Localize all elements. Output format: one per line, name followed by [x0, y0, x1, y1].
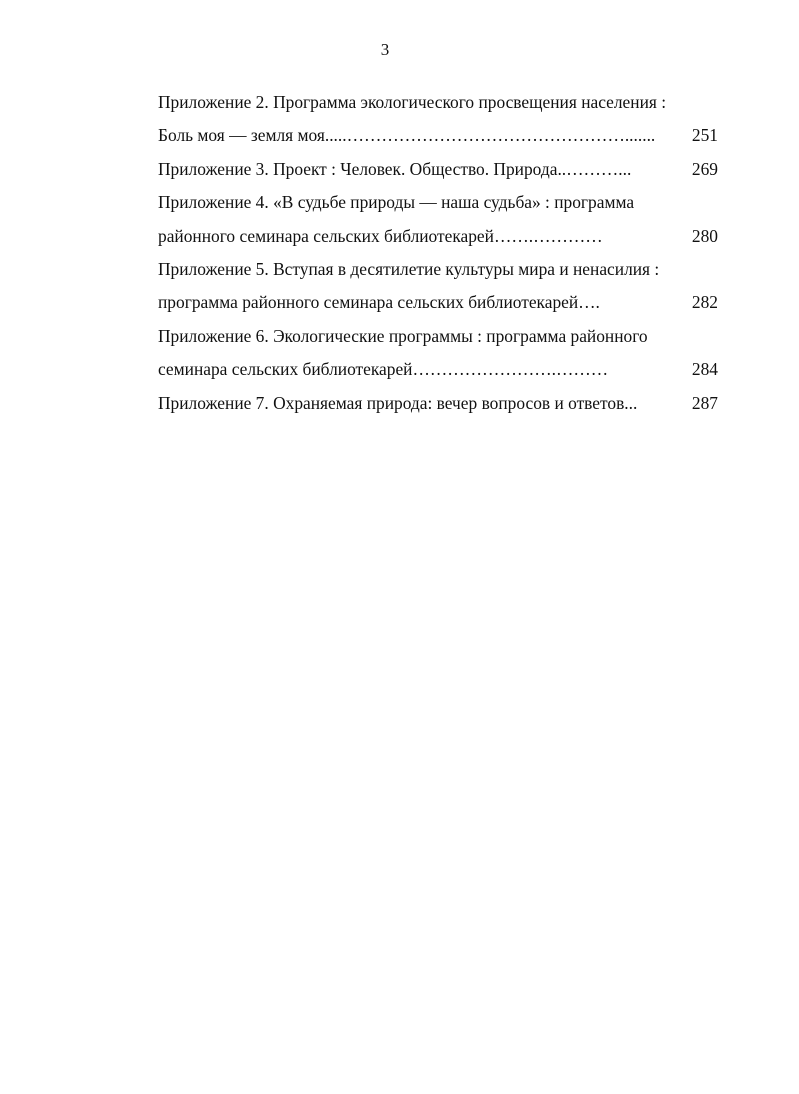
toc-line	[158, 86, 718, 119]
toc-entry-text: Приложение 4. «В судьбе природы — наша судьба» : программа	[158, 192, 635, 213]
toc-line	[158, 186, 718, 219]
toc-line	[158, 320, 718, 353]
page-number: 3	[380, 40, 390, 59]
toc-page-number: 284	[691, 359, 718, 380]
toc-line	[158, 387, 718, 420]
table-of-contents	[158, 86, 718, 420]
toc-entry-text: программа районного семинара сельских библиотекарей….	[158, 292, 600, 313]
toc-line	[158, 220, 718, 253]
toc-entry-text: Боль моя — земля моя.....………………………………………….......	[158, 125, 656, 146]
toc-line	[158, 286, 718, 319]
toc-page-number: 251	[691, 125, 718, 146]
toc-entry-text: Приложение 5. Вступая в десятилетие культуры мира и ненасилия :	[158, 258, 660, 279]
toc-page-number: 269	[691, 158, 718, 179]
toc-page-number: 282	[691, 292, 718, 313]
toc-line	[158, 119, 718, 152]
toc-entry-text: районного семинара сельских библиотекарей…….…………	[158, 225, 603, 246]
toc-line	[158, 153, 718, 186]
toc-entry-text: Приложение 2. Программа экологического просвещения населения :	[158, 92, 667, 112]
toc-entry-text: Приложение 3. Проект : Человек. Общество. Природа..………...	[158, 158, 632, 179]
toc-entry-text: Приложение 7. Охраняемая природа: вечер вопросов и ответов...	[158, 392, 638, 413]
toc-page-number: 280	[691, 225, 718, 246]
toc-entry-text: Приложение 6. Экологические программы : программа районного	[158, 325, 648, 346]
toc-entry-text: семинара сельских библиотекарей…………………….………	[158, 359, 609, 380]
toc-line	[158, 353, 718, 386]
toc-line	[158, 253, 718, 286]
toc-page-number: 287	[691, 392, 718, 413]
